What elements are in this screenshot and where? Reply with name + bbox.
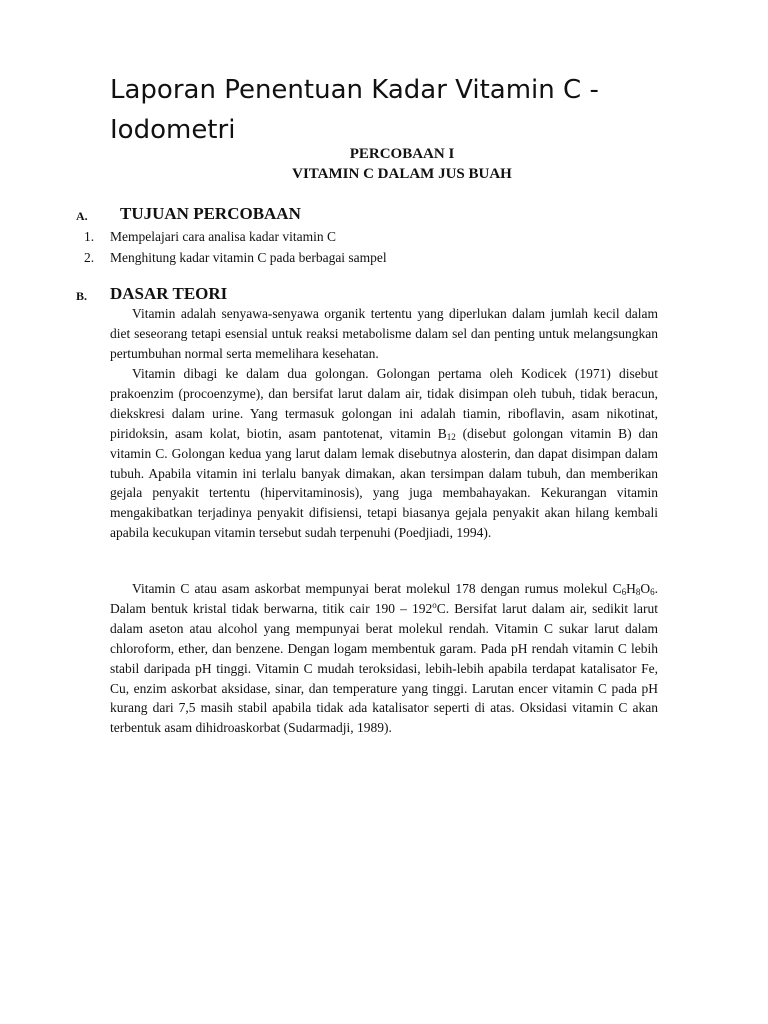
paragraph-2-text: Vitamin dibagi ke dalam dua golongan. Golongan pertama oleh Kodicek (1971) disebut prakoenzim (procoenzyme), dan bersifat larut dalam air, tidak disimpan oleh tubuh, tidak beracun, diekskresi dalam urine. Yang termasuk golongan ini adalah tiamin, riboflavin, asam nikotinat, piridoksin, asam kolat, biotin, asam pantotenat, vitamin B — [110, 366, 658, 441]
subscript: 6 — [650, 587, 655, 597]
paragraph-1: Vitamin adalah senyawa-senyawa organik tertentu yang diperlukan dalam jumlah kecil dalam diet seseorang tetapi esensial untuk reaksi metabolisme dalam sel dan penting untuk melangsungkan pertumbuhan normal serta memelihara kesehatan. — [110, 306, 658, 361]
paragraph-2-text-cont: (disebut golongan vitamin B) dan vitamin C. Golongan kedua yang larut dalam lemak disebutnya alosterin, dan dapat disimpan dalam tubuh. Apabila vitamin ini terlalu banyak dimakan, akan tersimpan dalam tubuh, dan memberikan gejala penyakit tertentu (hipervitaminosis), yang juga membahayakan. Kekurangan vitamin mengakibatkan terjadinya penyakit difisiensi, tetapi biasanya gejala penyakit akan hilang kembali apabila kecukupan vitamin tersebut sudah terpenuhi (Poedjiadi, 1994). — [110, 425, 658, 541]
subscript: 6 — [621, 587, 627, 597]
list-item-text: Mempelajari cara analisa kadar vitamin C — [110, 229, 337, 244]
paragraph-3-text-end: C. Bersifat larut dalam air, sedikit larut dalam aseton atau alcohol yang mempunyai berat molekul rendah. Vitamin C sukar larut dalam chloroform, ether, dan benzene. Dengan logam membentuk garam. Pada pH rendah vitamin C lebih stabil daripada pH tinggi. Vitamin C mudah teroksidasi, lebih-lebih apabila terdapat katalisator Fe, Cu, enzim askorbat aksidase, sinar, dan temperature yang tinggi. Larutan encer vitamin C pada pH kurang dari 7,5 masih stabil apabila tidak ada katalisator seperti di atas. Oksidasi vitamin C akan terbentuk asam dihidroaskorbat (Sudarmadji, 1989). — [110, 600, 658, 736]
list-item — [84, 226, 387, 247]
list-item-number: 1. — [84, 229, 95, 244]
list-item-text: Menghitung kadar vitamin C pada berbagai sampel — [110, 250, 387, 265]
paragraph-3 — [110, 579, 658, 738]
section-a-title: TUJUAN PERCOBAAN — [120, 204, 301, 223]
paragraph-2 — [110, 364, 658, 543]
section-b-letter: B. — [76, 289, 88, 303]
experiment-subheading: VITAMIN C DALAM JUS BUAH — [292, 166, 512, 182]
paragraph-3-text-cont: . Dalam bentuk kristal tidak berwarna, titik cair 190 – 192 — [110, 581, 658, 616]
subscript: 8 — [635, 587, 641, 597]
formula-element: O — [640, 581, 651, 596]
list-item — [84, 247, 387, 268]
formula-element: H — [626, 581, 636, 596]
degree-superscript: o — [432, 599, 437, 610]
paragraph-3-text: Vitamin C atau asam askorbat mempunyai berat molekul 178 dengan rumus molekul C — [132, 581, 622, 596]
section-a-letter: A. — [76, 209, 88, 223]
list-item-number: 2. — [84, 250, 95, 265]
section-b-title: DASAR TEORI — [110, 284, 228, 303]
document-title: Laporan Penentuan Kadar Vitamin C - Iodometri — [110, 75, 599, 145]
experiment-heading: PERCOBAAN I — [349, 146, 455, 162]
subscript: 12 — [446, 431, 456, 442]
objectives-list — [84, 226, 387, 268]
